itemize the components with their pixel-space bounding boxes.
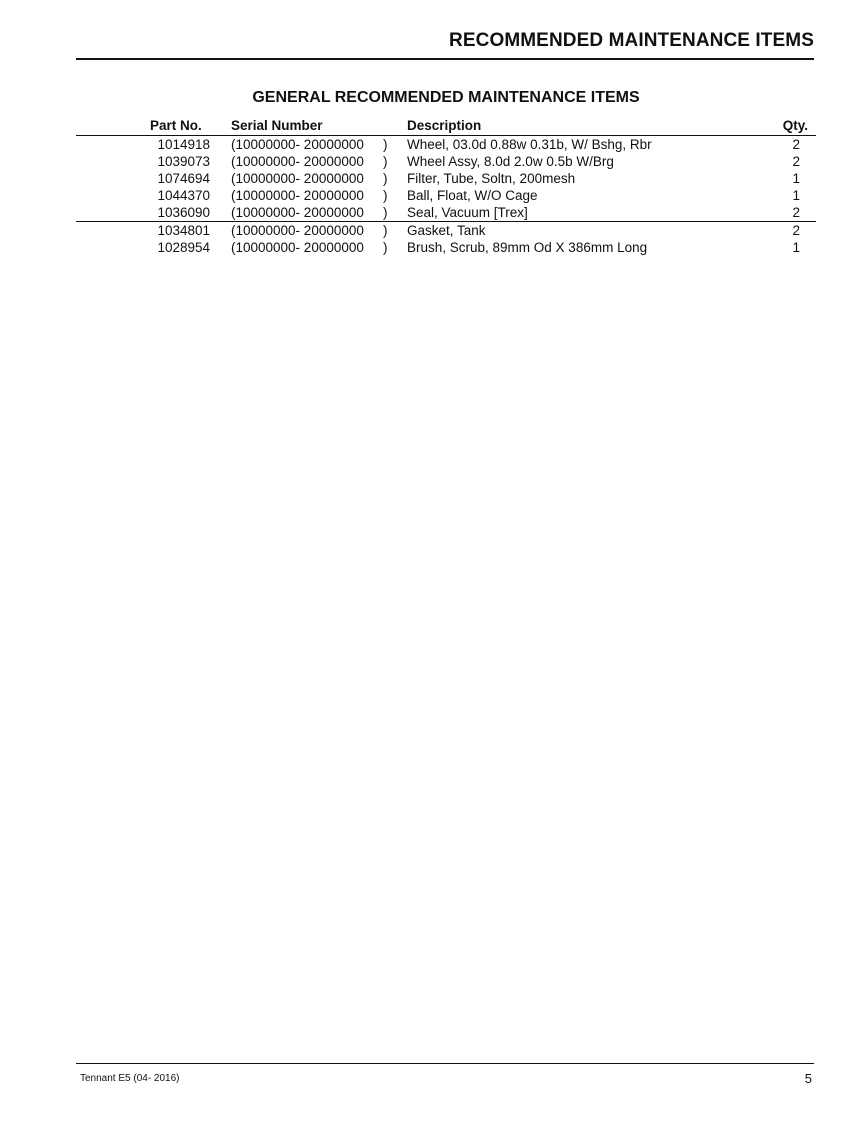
header-divider — [76, 58, 814, 60]
serial-number: (10000000- 20000000 — [231, 223, 364, 238]
serial-number: (10000000- 20000000 — [231, 240, 364, 255]
column-header-serial-number: Serial Number — [231, 118, 323, 133]
footer-document-id: Tennant E5 (04- 2016) — [80, 1073, 180, 1084]
serial-close: ) — [383, 171, 388, 186]
part-number: 1039073 — [157, 154, 210, 169]
part-qty: 1 — [792, 188, 800, 203]
serial-close: ) — [383, 154, 388, 169]
table-row — [76, 170, 816, 187]
serial-close: ) — [383, 137, 388, 152]
table-row — [76, 187, 816, 204]
parts-table — [76, 117, 816, 256]
part-number: 1044370 — [157, 188, 210, 203]
column-header-part-no: Part No. — [150, 118, 202, 133]
serial-number: (10000000- 20000000 — [231, 154, 364, 169]
serial-number: (10000000- 20000000 — [231, 171, 364, 186]
part-qty: 1 — [792, 240, 800, 255]
part-description: Ball, Float, W/O Cage — [407, 188, 538, 203]
serial-number: (10000000- 20000000 — [231, 188, 364, 203]
part-qty: 2 — [792, 223, 800, 238]
part-description: Gasket, Tank — [407, 223, 486, 238]
serial-close: ) — [383, 188, 388, 203]
section-title: GENERAL RECOMMENDED MAINTENANCE ITEMS — [252, 89, 640, 106]
table-row — [76, 136, 816, 153]
part-qty: 1 — [792, 171, 800, 186]
part-description: Brush, Scrub, 89mm Od X 386mm Long — [407, 240, 648, 255]
column-header-description: Description — [407, 118, 482, 133]
part-number: 1034801 — [157, 223, 210, 238]
column-header-qty: Qty. — [782, 118, 808, 133]
part-number: 1014918 — [157, 137, 210, 152]
table-header-row — [76, 117, 816, 136]
page-title: RECOMMENDED MAINTENANCE ITEMS — [449, 30, 814, 51]
part-description: Seal, Vacuum [Trex] — [407, 205, 528, 220]
serial-close: ) — [383, 223, 388, 238]
table-row — [76, 204, 816, 222]
table-row — [76, 153, 816, 170]
serial-number: (10000000- 20000000 — [231, 137, 364, 152]
part-description: Filter, Tube, Soltn, 200mesh — [407, 171, 576, 186]
page-number: 5 — [804, 1071, 812, 1086]
serial-close: ) — [383, 240, 388, 255]
part-description: Wheel, 03.0d 0.88w 0.31b, W/ Bshg, Rbr — [407, 137, 652, 152]
serial-number: (10000000- 20000000 — [231, 205, 364, 220]
part-qty: 2 — [792, 205, 800, 220]
table-row — [76, 222, 816, 239]
part-description: Wheel Assy, 8.0d 2.0w 0.5b W/Brg — [407, 154, 614, 169]
part-qty: 2 — [792, 154, 800, 169]
part-number: 1028954 — [157, 240, 210, 255]
serial-close: ) — [383, 205, 388, 220]
part-qty: 2 — [792, 137, 800, 152]
footer-divider — [76, 1063, 814, 1064]
table-row — [76, 239, 816, 256]
part-number: 1036090 — [157, 205, 210, 220]
part-number: 1074694 — [157, 171, 210, 186]
